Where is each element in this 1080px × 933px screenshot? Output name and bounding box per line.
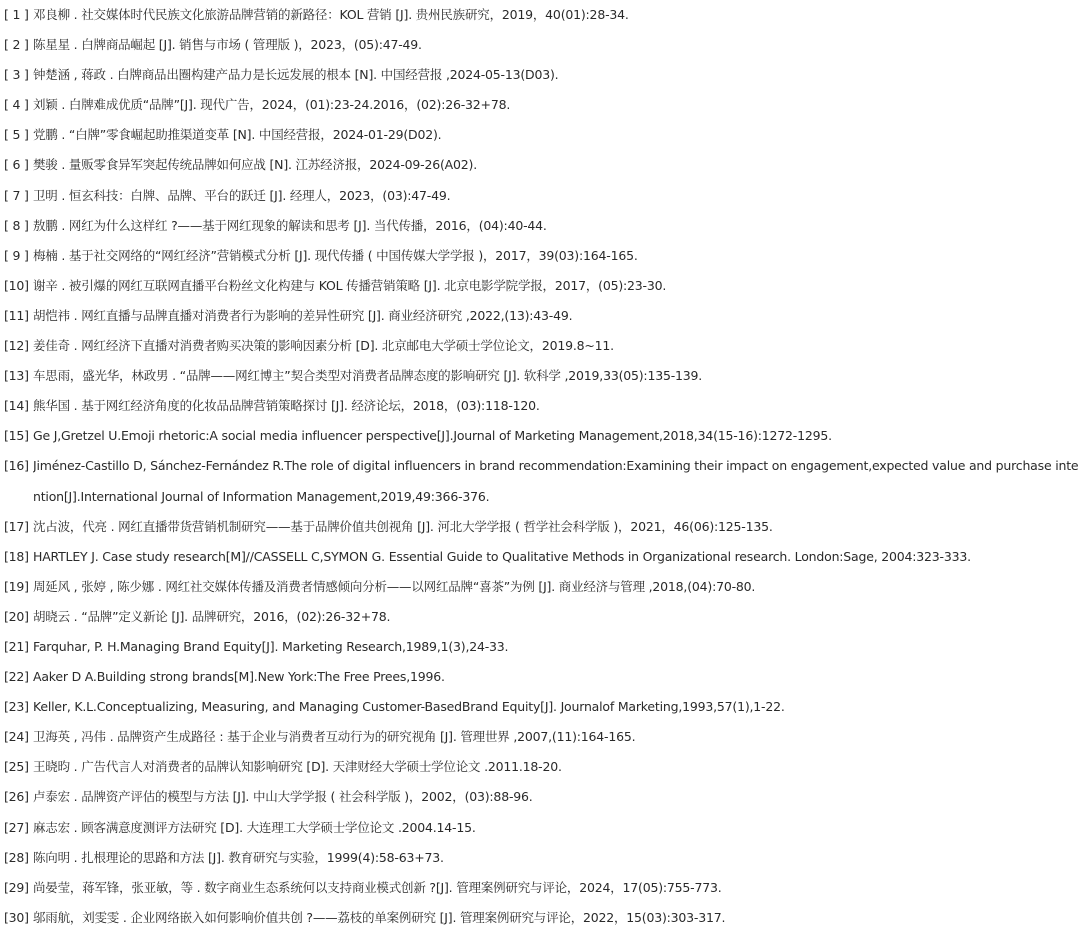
- reference-text: 姜佳奇 . 网红经济下直播对消费者购买决策的影响因素分析 [D]. 北京邮电大学硕士学位论文，2019.8~11.: [33, 338, 614, 354]
- reference-text: 尚晏莹，蒋军锋，张亚敏，等 . 数字商业生态系统何以支持商业模式创新 ?[J]. 管理案例研究与评论，2024，17(05):755-773.: [33, 879, 722, 895]
- reference-text: 梅楠 . 基于社交网络的“网红经济”营销模式分析 [J]. 现代传播 ( 中国传媒大学学报 )，2017，39(03):164-165.: [33, 247, 638, 263]
- reference-number: [29]: [4, 879, 29, 895]
- reference-item: [4, 752, 1080, 782]
- reference-item: [4, 512, 1080, 542]
- reference-number: [24]: [4, 729, 29, 745]
- reference-item: [4, 150, 1080, 180]
- reference-text: Jiménez-Castillo D, Sánchez-Fernández R.The role of digital influencers in brand recommendation:Examining their impact on engagement,expected value and purchase intention[J].International Journal of Information Management,2019,49:366-376.: [33, 458, 1079, 504]
- reference-item: [4, 331, 1080, 361]
- reference-text: 胡晓云 . “品牌”定义新论 [J]. 品牌研究，2016，(02):26-32+78.: [33, 608, 391, 624]
- reference-text: 卢泰宏 . 品牌资产评估的模型与方法 [J]. 中山大学学报 ( 社会科学版 )，2002，(03):88-96.: [33, 789, 533, 805]
- reference-list: [4, 0, 1080, 933]
- reference-item: [4, 903, 1080, 933]
- reference-item: [4, 421, 1080, 451]
- reference-text: 麻志宏 . 顾客满意度测评方法研究 [D]. 大连理工大学硕士学位论文 .2004.14-15.: [33, 819, 476, 835]
- reference-text: 周延风 , 张婷 , 陈少娜 . 网红社交媒体传播及消费者情感倾向分析——以网红品牌“喜茶”为例 [J]. 商业经济与管理 ,2018,(04):70-80.: [33, 578, 756, 594]
- reference-text: Keller, K.L.Conceptualizing, Measuring, and Managing Customer-BasedBrand Equity[J]. Journalof Marketing,1993,57(1),1-22.: [33, 699, 785, 715]
- reference-number: [ 4 ]: [4, 97, 29, 113]
- reference-text: 熊华国 . 基于网红经济角度的化妆品品牌营销策略探讨 [J]. 经济论坛，2018，(03):118-120.: [33, 398, 540, 414]
- reference-text: 谢辛 . 被引爆的网红互联网直播平台粉丝文化构建与 KOL 传播营销策略 [J]. 北京电影学院学报，2017，(05):23-30.: [33, 277, 667, 293]
- reference-item: [4, 662, 1080, 692]
- reference-item: [4, 572, 1080, 602]
- reference-number: [20]: [4, 608, 29, 624]
- reference-number: [25]: [4, 759, 29, 775]
- reference-number: [27]: [4, 819, 29, 835]
- reference-text: 邬雨航，刘雯雯 . 企业网络嵌入如何影响价值共创 ?——荔枝的单案例研究 [J]. 管理案例研究与评论，2022，15(03):303-317.: [33, 909, 726, 925]
- reference-text: Farquhar, P. H.Managing Brand Equity[J]. Marketing Research,1989,1(3),24-33.: [33, 638, 509, 654]
- reference-text: 陈星星 . 白牌商品崛起 [J]. 销售与市场 ( 管理版 )，2023，(05):47-49.: [33, 37, 422, 53]
- reference-text: 卫明 . 恒玄科技：白牌、品牌、平台的跃迁 [J]. 经理人，2023，(03):47-49.: [33, 187, 451, 203]
- reference-number: [17]: [4, 518, 29, 534]
- reference-text: 沈占波，代亮 . 网红直播带货营销机制研究——基于品牌价值共创视角 [J]. 河北大学学报 ( 哲学社会科学版 )，2021，46(06):125-135.: [33, 518, 773, 534]
- reference-item: [4, 361, 1080, 391]
- reference-text: Ge J,Gretzel U.Emoji rhetoric:A social media influencer perspective[J].Journal of Marketing Management,2018,34(15-16):1272-1295.: [33, 428, 832, 444]
- reference-item: [4, 30, 1080, 60]
- reference-item: [4, 813, 1080, 843]
- reference-number: [ 1 ]: [4, 7, 29, 22]
- reference-number: [11]: [4, 307, 29, 323]
- reference-item: [4, 632, 1080, 662]
- reference-number: [26]: [4, 789, 29, 805]
- reference-item: [4, 782, 1080, 812]
- reference-item: [4, 451, 1080, 511]
- reference-text: 邓良柳 . 社交媒体时代民族文化旅游品牌营销的新路径：KOL 营销 [J]. 贵州民族研究，2019，40(01):28-34.: [33, 7, 629, 22]
- reference-item: [4, 120, 1080, 150]
- reference-number: [13]: [4, 368, 29, 384]
- reference-number: [ 8 ]: [4, 217, 29, 233]
- reference-text: 车思雨，盛光华，林政男 . “品牌——网红博主”契合类型对消费者品牌态度的影响研究 [J]. 软科学 ,2019,33(05):135-139.: [33, 368, 703, 384]
- reference-number: [12]: [4, 338, 29, 354]
- reference-item: [4, 0, 1080, 30]
- reference-text: 陈向明 . 扎根理论的思路和方法 [J]. 教育研究与实验，1999(4):58-63+73.: [33, 849, 444, 865]
- reference-text: 胡恺祎 . 网红直播与品牌直播对消费者行为影响的差异性研究 [J]. 商业经济研究 ,2022,(13):43-49.: [33, 307, 573, 323]
- reference-item: [4, 301, 1080, 331]
- reference-item: [4, 692, 1080, 722]
- reference-number: [10]: [4, 277, 29, 293]
- reference-text: 敖鹏 . 网红为什么这样红 ?——基于网红现象的解读和思考 [J]. 当代传播，2016，(04):40-44.: [33, 217, 547, 233]
- reference-number: [ 5 ]: [4, 127, 29, 143]
- reference-item: [4, 271, 1080, 301]
- reference-number: [28]: [4, 849, 29, 865]
- reference-text: 王晓昀 . 广告代言人对消费者的品牌认知影响研究 [D]. 天津财经大学硕士学位论文 .2011.18-20.: [33, 759, 562, 775]
- reference-number: [14]: [4, 398, 29, 414]
- reference-item: [4, 391, 1080, 421]
- reference-item: [4, 843, 1080, 873]
- reference-text: 樊骏 . 量贩零食异军突起传统品牌如何应战 [N]. 江苏经济报，2024-09-26(A02).: [33, 157, 477, 173]
- reference-number: [15]: [4, 428, 29, 444]
- reference-text: 钟楚涵 , 蒋政 . 白牌商品出圈构建产品力是长远发展的根本 [N]. 中国经营报 ,2024-05-13(D03).: [33, 67, 559, 83]
- reference-number: [19]: [4, 578, 29, 594]
- reference-number: [22]: [4, 669, 29, 685]
- reference-item: [4, 60, 1080, 90]
- reference-number: [ 9 ]: [4, 247, 29, 263]
- reference-item: [4, 722, 1080, 752]
- reference-text: 党鹏 . “白牌”零食崛起助推渠道变革 [N]. 中国经营报，2024-01-29(D02).: [33, 127, 442, 143]
- reference-text: 刘颖 . 白牌难成优质“品牌”[J]. 现代广告，2024，(01):23-24.2016，(02):26-32+78.: [33, 97, 511, 113]
- reference-number: [18]: [4, 548, 29, 564]
- reference-number: [ 6 ]: [4, 157, 29, 173]
- reference-item: [4, 542, 1080, 572]
- reference-text: HARTLEY J. Case study research[M]//CASSELL C,SYMON G. Essential Guide to Qualitative Methods in Organizational research. London:Sage, 2004:323-333.: [33, 548, 971, 564]
- reference-text: 卫海英 , 冯伟 . 品牌资产生成路径 : 基于企业与消费者互动行为的研究视角 [J]. 管理世界 ,2007,(11):164-165.: [33, 729, 636, 745]
- reference-number: [23]: [4, 699, 29, 715]
- reference-text: Aaker D A.Building strong brands[M].New York:The Free Prees,1996.: [33, 669, 445, 685]
- reference-number: [ 7 ]: [4, 187, 29, 203]
- reference-item: [4, 602, 1080, 632]
- reference-number: [ 2 ]: [4, 37, 29, 53]
- reference-item: [4, 90, 1080, 120]
- reference-item: [4, 181, 1080, 211]
- reference-number: [16]: [4, 458, 29, 474]
- reference-number: [ 3 ]: [4, 67, 29, 83]
- reference-item: [4, 241, 1080, 271]
- reference-number: [21]: [4, 638, 29, 654]
- reference-item: [4, 211, 1080, 241]
- reference-number: [30]: [4, 909, 29, 925]
- reference-item: [4, 873, 1080, 903]
